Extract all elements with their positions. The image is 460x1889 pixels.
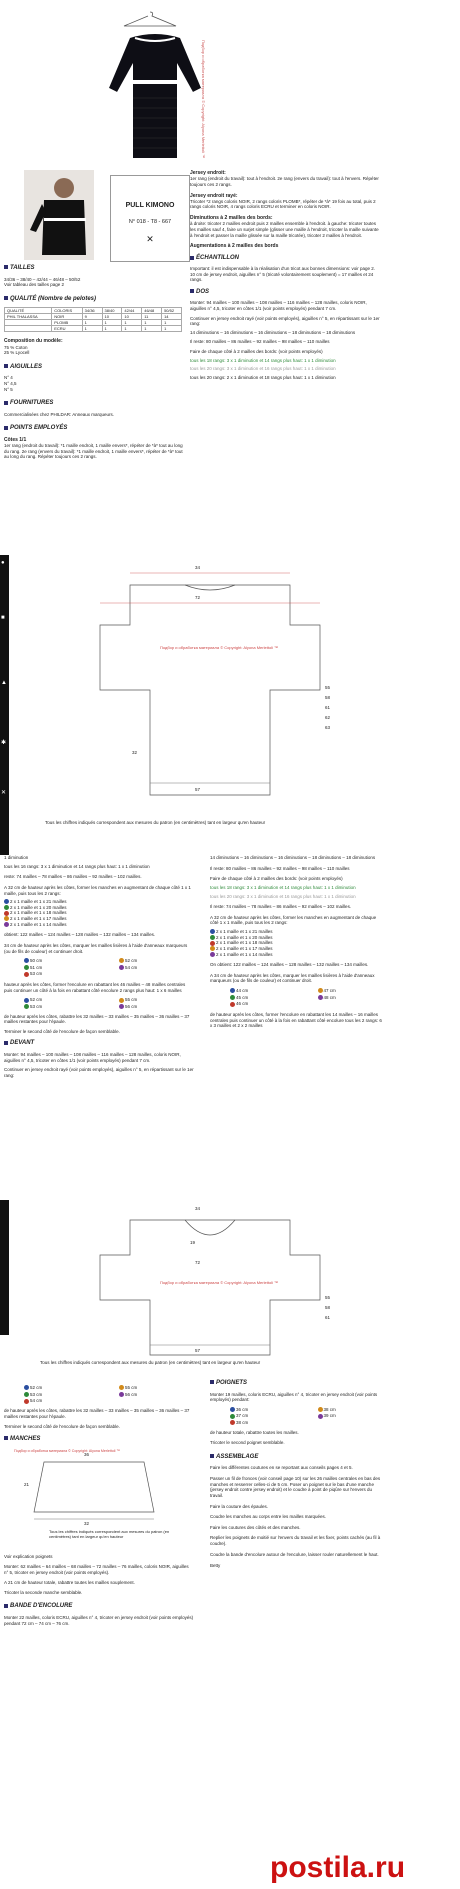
mid-right-item: 2 x 1 maille et 1 x 14 mailles [210, 952, 385, 958]
fournitures-text: Commercialisées chez PHILDAR: Anneaux marqueurs. [4, 411, 115, 417]
diagram1-label-62: 62 [325, 715, 331, 720]
table-cell: 1 [102, 326, 122, 332]
poignets-text-3: Tricoter le second poignet semblable. [210, 1440, 285, 1446]
voir-poignets-link[interactable]: Voir explication poignets [4, 1554, 53, 1560]
mid-left3: de hauteur après les côtes, rabattre les 32 mailles – 33 mailles – 35 mailles – 36 mailles – 37 mailles restantes pour l'épaule. [4, 1013, 190, 1025]
table-cell: 1 [122, 320, 142, 326]
table-cell: 1 [82, 326, 102, 332]
hanger-icon [120, 10, 180, 30]
diagram1-label-top: 34 [195, 565, 201, 570]
dos-text-3: 14 diminutions – 16 diminutions – 16 diminutions – 18 diminutions – 18 diminutions [190, 329, 356, 335]
bande-heading: BANDE D'ENCOLURE [4, 1603, 194, 1611]
composition-item: 25 % Lyocell [4, 350, 30, 356]
assemblage-line: Replier les poignets de moitié sur l'envers du travail et les fixer, points cachés (au fil à coudre). [210, 1535, 381, 1546]
aiguilles-item: N° 4,5 [4, 380, 17, 386]
mid-right-line: tous les 18 rangs: 3 x 1 diminution et 14 rangs plus haut: 1 x 1 diminution [210, 884, 356, 890]
mid-right [210, 855, 385, 1029]
table-cell: 11 [142, 314, 162, 320]
raye-text: Tricoter *2 rangs coloris NOIR, 2 rangs coloris PLOMB*, répéter de *à* 19 fois au total, puis 2 rangs coloris NOIR, 4 rangs coloris ECRU et terminer en coloris NOIR. [190, 198, 376, 210]
mid-left4: Terminer le second côté de l'encolure de façon semblable. [4, 1028, 120, 1034]
fournitures-heading: FOURNITURES [4, 400, 184, 408]
composition-heading: Composition du modèle: [4, 338, 63, 345]
assemblage-line: Faire les différentes coutures en se reportant aux conseils pages 4 et 5. [210, 1465, 353, 1471]
mid-right-line: A 34 cm de hauteur après les côtes, marquer les mailles lisières à l'aide d'anneaux marqueurs (ou de fils de couleur) et continuer droit. [210, 972, 375, 984]
cotes-heading: Côtes 1/1 [4, 436, 27, 443]
qualite-table [4, 307, 182, 332]
assemblage-line: Coudre la bande d'encolure autour de l'encolure, laisser rouler naturellement le haut. [210, 1551, 379, 1557]
manche-diagram [4, 1447, 194, 1552]
table-row [5, 326, 182, 332]
diagram2-label-58: 58 [325, 1305, 331, 1310]
devant-heading: DEVANT [4, 1040, 194, 1048]
manche-label-21: 21 [24, 1482, 30, 1488]
mid-left-line: 34 cm de hauteur après les côtes, marquer les mailles lisières à l'aide d'anneaux marqueurs (ou de fils de couleur) et continuer droit. [4, 942, 188, 954]
poignets-text: Monter 19 mailles, coloris ECRU, aiguilles n° 4, tricoter en jersey endroit (voir points employés) pendant: [210, 1391, 378, 1403]
assemblage-line: Faire les coutures des côtés et des manches. [210, 1524, 301, 1530]
dos-reste: Il reste: 80 mailles – 86 mailles – 92 mailles – 98 mailles – 110 mailles [190, 339, 330, 345]
table-cell: 1 [82, 320, 102, 326]
table-cell: ECRU [52, 326, 82, 332]
svg-text:postila.ru: postila.ru [270, 1851, 406, 1884]
dos-diagram [20, 555, 400, 840]
mid-right2: de hauteur après les côtes, former l'encolure en rabattant les 14 mailles – 16 mailles centrales puis continuer un côté à la fois en rabattant côté encolure tous les 2 rangs: 6 x 3 mailles et 2 x 2 mailles [210, 1011, 382, 1029]
mid-left-item: 2 x 1 maille et 1 x 20 mailles [4, 905, 194, 911]
diagram2-label-top: 34 [195, 1206, 201, 1211]
diagram2-label-57: 57 [195, 1348, 201, 1353]
assemblage-line: Passer un fil de fronces (voir conseil page 10) sur les 26 mailles centrales en bas des manches et resserrer celles-ci de 5 cm. Poser un poignet sur le bas d'une manche (jersey endroit contre jersey endroit) et le coudre à point de piqûre sur l'envers du travail. [210, 1476, 381, 1498]
composition-item: 75 % Coton [4, 344, 28, 350]
table-cell: 1 [122, 326, 142, 332]
poignets-heading: POIGNETS [210, 1380, 385, 1388]
table-header-cell: QUALITÉ [5, 308, 52, 314]
ech-text: Important: il est indispensable à la réalisation d'un tricot aux bonnes dimensions: voir page 2. 10 cm de jersey endroit, aiguilles n° 5 (tricoté volontairement souplement) = 17 mailles et 24 rangs. [190, 265, 375, 283]
diagram1-label-32: 32 [132, 750, 138, 755]
cotes-text: 1er rang (endroit du travail): *1 maille endroit, 1 maille envers*, répéter de *à* tout au long du rang. 2e rang (envers du travail): *1 maille endroit, 1 maille envers*, répéter de *à* tout au long du rang. Répéter toujours ces 2 rangs. [4, 443, 183, 460]
diagram2-label-61: 61 [325, 1315, 331, 1320]
mid-left-item: 2 x 1 maille et 1 x 17 mailles [4, 916, 194, 922]
postila-logo-svg [270, 1845, 450, 1885]
devant-diagram-svg [20, 1200, 400, 1375]
manches-heading: MANCHES [4, 1436, 194, 1444]
assemblage-heading: ASSEMBLAGE [210, 1454, 385, 1462]
devant-diagram [20, 1200, 400, 1375]
size-icon-triangle: ▲ [1, 680, 7, 686]
qualite-heading: QUALITÉ (Nombre de pelotes) [4, 296, 184, 304]
dos-heading: DOS [190, 289, 380, 297]
needles-icon: ✕ [146, 233, 154, 244]
manche-diagram-svg [4, 1447, 184, 1537]
manche-label-32: 32 [84, 1521, 90, 1527]
cm-list-lower: 52 cm 55 cm 53 cm 56 cm 54 cm [4, 1385, 194, 1404]
table-header-cell: 38/40 [102, 308, 122, 314]
table-cell: 1 [162, 320, 182, 326]
mid-left-item: 2 x 1 maille et 1 x 18 mailles [4, 910, 194, 916]
manche-label-36: 36 [84, 1452, 90, 1458]
table-header-cell: COLORIS [52, 308, 82, 314]
table-cell: 10 [122, 314, 142, 320]
tailles-note: Voir tableau des tailles page 2 [4, 282, 65, 288]
mid-left-item: 2 x 1 maille et 1 x 21 mailles [4, 899, 194, 905]
assemblage-line: Coudre les manches au corps entre les mailles marquées. [210, 1514, 327, 1520]
aiguilles-heading: AIGUILLES [4, 364, 184, 372]
model-photo [24, 170, 94, 260]
manches-text-2: A 21 cm de hauteur totale, rabattre toutes les mailles souplement. [4, 1580, 135, 1586]
mid-right-line: On obtient: 122 mailles – 124 mailles – 128 mailles – 132 mailles – 134 mailles. [210, 962, 369, 968]
header-box [110, 175, 190, 262]
tailles-heading: TAILLES [4, 265, 184, 273]
manches-text-3: Tricoter la seconde manche semblable. [4, 1589, 83, 1595]
size-icon-star: ✱ [1, 740, 7, 746]
mid-right-line: A 32 cm de hauteur après les côtes, former les manches en augmentant de chaque côté 1 x 1 maille, puis tous les 2 rangs: [210, 914, 377, 926]
table-header-cell: 50/52 [162, 308, 182, 314]
dim-text: à droite: tricoter 2 mailles endroit puis 2 mailles ensemble à l'endroit. à gauche: tricoter toutes les mailles sauf 4, faire un surjet simple (glisser une maille à l'endroit, tricoter la maille suivante à l'endroit et passer la maille glissée sur la maille tricotée), tricoter 2 mailles à l'endroit. [190, 221, 379, 238]
mid-left-line: obtient: 122 mailles – 124 mailles – 128 mailles – 132 mailles – 134 mailles. [4, 932, 156, 938]
diagram1-caption: Tous les chiffres indiqués correspondent aux mesures du patron (en centimètres) tant en largeur qu'en hauteur [45, 820, 266, 825]
size-icon-circle: ● [1, 560, 5, 566]
mid-left-item: 2 x 1 maille et 1 x 14 mailles [4, 922, 194, 928]
mid-right-line: Il reste: 80 mailles – 86 mailles – 92 mailles – 98 mailles – 110 mailles [210, 865, 350, 871]
pattern-ref: N° 018 - T8 - 667 [128, 218, 172, 225]
devant-text: Monter: 94 mailles – 100 mailles – 108 mailles – 116 mailles – 128 mailles, coloris NOIR, aiguilles n° 4,5, tricoter en côtes 1/1 (voir points employés) pendant 7 cm. [4, 1051, 181, 1063]
jersey-text: 1er rang (endroit du travail): tout à l'endroit. 2e rang (envers du travail): tout à l'envers. Répéter toujours ces 2 rangs. [190, 176, 379, 187]
diagram2-watermark: Подбор и обработка материала © Copyright: Alyona Merlettoli ™ [160, 1280, 279, 1285]
mid-right-line: Faire de chaque côté à 2 mailles des bords: (voir points employés) [210, 876, 343, 882]
signature: Betty [210, 1563, 221, 1569]
diagram1-watermark: Подбор и обработка материала © Copyright: Alyona Merlettoli ™ [160, 645, 279, 650]
dos-text-2: Continuer en jersey endroit rayé (voir points employés), aiguilles n° 5, en répartissant sur le 1er rang: [190, 315, 380, 327]
table-cell: 1 [142, 320, 162, 326]
ech-heading: ÉCHANTILLON [190, 255, 380, 263]
diagram2-label-neck: 19 [190, 1240, 196, 1245]
right-col-1 [190, 170, 380, 381]
cm-list: 50 cm 52 cm 51 cm 54 cm 53 cm [4, 958, 194, 977]
aiguilles-item: N° 5 [4, 386, 13, 392]
postila-logo[interactable] [270, 1845, 450, 1885]
mid-right-item: 2 x 1 maille et 1 x 17 mailles [210, 946, 385, 952]
cm-list-2: 52 cm 55 cm 53 cm 56 cm [4, 997, 194, 1009]
table-cell: 9 [82, 314, 102, 320]
raye-heading: Jersey endroit rayé: [190, 192, 238, 199]
tailles-list: 34/36 – 38/40 – 42/44 – 46/48 – 50/52 [4, 276, 81, 282]
table-header-cell: 46/48 [142, 308, 162, 314]
table-header-cell: 34/36 [82, 308, 102, 314]
sweater-photo [105, 28, 205, 163]
cm-list-right: 44 cm 47 cm 45 cm 48 cm 46 cm [210, 988, 385, 1007]
manche-watermark: Подбор и обработка материала © Copyright: Alyona Merlettoli ™ [14, 1449, 121, 1454]
page-title: PULL KIMONO [125, 202, 175, 209]
mid-left-line: A 32 cm de hauteur après les côtes, former les manches en augmentant de chaque côté 1 x 1 maille, puis tous les 2 rangs: [4, 884, 191, 896]
dos-diagram-svg [20, 555, 400, 840]
aiguilles-item: N° 4 [4, 375, 13, 381]
aug-heading: Augmentations à 2 mailles des bords [190, 243, 279, 250]
bande-text: Monter 22 mailles, coloris ECRU, aiguilles n° 4, tricoter en jersey endroit (voir points employés) pendant 72 cm – 74 cm – 76 cm. [4, 1614, 194, 1626]
manche-caption: Tous les chiffres indiqués correspondent aux mesures du patron (en centimètres) tant en largeur qu'en hauteur [49, 1529, 170, 1540]
left-col-1 [4, 265, 184, 460]
table-cell: 10 [102, 314, 122, 320]
table-cell: PLOMB [52, 320, 82, 326]
vertical-watermark: Подбор и обработка материала © Copyright: Alyona Merlettoli ™ [201, 40, 206, 159]
diagram1-label-width: 72 [195, 595, 201, 600]
dos-rangs-1: tous les 18 rangs: 3 x 1 diminution et 14 rangs plus haut: 1 x 1 diminution [190, 357, 336, 363]
points-heading: POINTS EMPLOYÉS [4, 425, 184, 433]
mid-right-line: 14 diminutions – 16 diminutions – 16 diminutions – 18 diminutions – 18 diminutions [210, 855, 376, 860]
dim-heading: Diminutions à 2 mailles des bords: [190, 215, 273, 221]
dos-text-1: Monter: 94 mailles – 100 mailles – 108 mailles – 116 mailles – 128 mailles, coloris NOIR, aiguilles n° 4,5, tricoter en côtes 1/1 (voir points employés) pendant 7 cm. [190, 300, 367, 311]
dos-rangs-2: tous les 20 rangs: 3 x 1 diminution et 16 rangs plus haut: 1 x 1 diminution [190, 366, 336, 372]
diagram1-label-63: 63 [325, 725, 331, 730]
mid-right-line: Il reste: 74 mailles – 78 mailles – 86 mailles – 92 mailles – 102 mailles. [210, 904, 352, 910]
size-icon-square: ■ [1, 615, 5, 621]
mid-left [4, 855, 194, 1078]
dos-rangs-3: tous les 20 rangs: 2 x 1 diminution et 18 rangs plus haut: 1 x 1 diminution [190, 374, 336, 380]
mid-right-item: 2 x 1 maille et 1 x 18 mailles [210, 940, 385, 946]
size-bar-1 [0, 555, 9, 855]
diagram2-caption: Tous les chiffres indiqués correspondent aux mesures du patron (en centimètres) tant en largeur qu'en hauteur [40, 1360, 261, 1365]
dos-faire: Faire de chaque côté à 2 mailles des bords: (voir points employés) [190, 349, 323, 354]
poignets-text-2: de hauteur totale, rabattre toutes les mailles. [210, 1429, 299, 1435]
mid-right-item: 2 x 1 maille et 1 x 20 mailles [210, 935, 385, 941]
diagram1-label-61: 61 [325, 705, 331, 710]
assemblage-line: Faire la couture des épaules. [210, 1503, 269, 1509]
epaule-text: de hauteur après les côtes, rabattre les 32 mailles – 33 mailles – 35 mailles – 36 mailles – 37 mailles restantes pour l'épaule. [4, 1407, 190, 1419]
diagram1-label-58: 58 [325, 695, 331, 700]
table-cell: 1 [162, 326, 182, 332]
devant-text-2: Continuer en jersey endroit rayé (voir points employés), aiguilles n° 5, en répartissant sur le 1er rang: [4, 1067, 194, 1078]
jersey-heading: Jersey endroit: [190, 170, 226, 176]
table-cell: PHIL THALASSA [5, 314, 52, 320]
mid-left-line: 1 diminution [4, 855, 29, 860]
table-cell: NOIR [52, 314, 82, 320]
diagram2-label-width: 72 [195, 1260, 201, 1265]
mid-left2: hauteur après les côtes, former l'encolure en rabattant les 46 mailles – 48 mailles centrales puis continuer un côté à la fois en rabattant côté encolure 2 rangs plus haut: 1 x 6 mailles [4, 982, 186, 993]
table-cell: 1 [102, 320, 122, 326]
lower-right [210, 1380, 385, 1569]
table-cell [5, 326, 52, 332]
table-cell: 1 [142, 326, 162, 332]
lower-left [4, 1385, 194, 1626]
size-bar-2 [0, 1200, 9, 1335]
mid-right-line: tous les 20 rangs: 3 x 1 diminution et 16 rangs plus haut: 1 x 1 diminution [210, 893, 356, 899]
diagram1-label-55: 55 [325, 685, 331, 690]
size-icon-cross: ✕ [1, 790, 7, 796]
manches-text: Monter: 62 mailles – 64 mailles – 68 mailles – 72 mailles – 76 mailles, coloris NOIR, aiguilles n° 5, tricoter en jersey endroit (voir points employés). [4, 1563, 189, 1575]
cm-list-poignets: 36 cm 38 cm 37 cm 39 cm 38 cm [210, 1407, 385, 1426]
sweater-illustration [105, 28, 205, 163]
mid-left-line: reste: 74 mailles – 78 mailles – 86 mailles – 92 mailles – 102 mailles. [4, 874, 142, 880]
mid-left-line: tous les 16 rangs: 3 x 1 diminution et 14 rangs plus haut: 1 x 1 diminution [4, 863, 150, 869]
table-cell: 14 [162, 314, 182, 320]
diagram2-label-55: 55 [325, 1295, 331, 1300]
terminer-text: Terminer le second côté de l'encolure de façon semblable. [4, 1424, 120, 1430]
table-header-cell: 42/44 [122, 308, 142, 314]
mid-right-item: 2 x 1 maille et 1 x 21 mailles [210, 929, 385, 935]
diagram1-label-57: 57 [195, 787, 201, 792]
